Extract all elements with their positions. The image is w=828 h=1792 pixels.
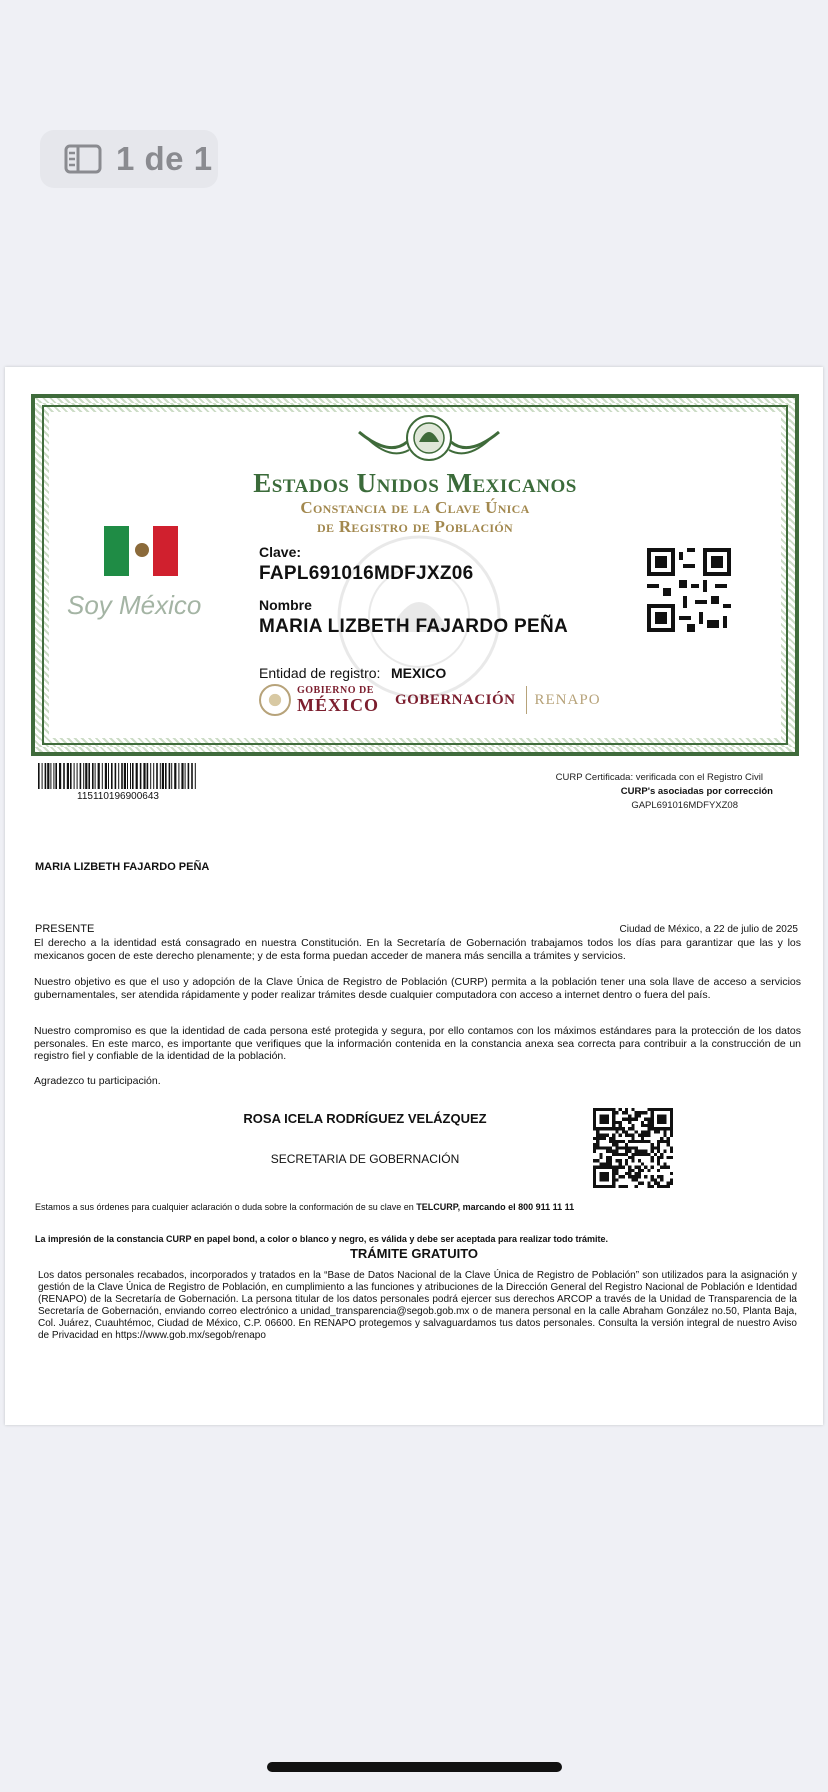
letter-presente: PRESENTE [35, 923, 95, 935]
renapo-logo: RENAPO [534, 691, 601, 708]
page-indicator-button[interactable] [40, 130, 218, 188]
barcode-number: 115110196900643 [77, 791, 159, 802]
gobernacion-logo: GOBERNACIÓN [395, 691, 516, 708]
barcode-icon [38, 763, 198, 793]
letter-paragraph-2: Nuestro objetivo es que el uso y adopción de la Clave Única de Registro de Población (CURP) permita a la población tener una sola llave de acceso a servicios gubernamentales, ser atendida rápidamente y poder realizar trámites desde cualquier computadora con acceso a internet dentro o fuera del país. [34, 976, 801, 1001]
letter-addressee: MARIA LIZBETH FAJARDO PEÑA [35, 861, 210, 873]
certificate-subtitle-line1: Constancia de la Clave Única [300, 498, 530, 517]
letter-paragraph-4: Agradezco tu participación. [34, 1075, 161, 1087]
curp-asociadas-label: CURP's asociadas por corrección [620, 786, 773, 797]
impresion-notice: La impresión de la constancia CURP en papel bond, a color o blanco y negro, es válida y debe ser aceptada para realizar todo trámite. [35, 1234, 609, 1244]
letter-paragraph-1: El derecho a la identidad está consagrado en nuestra Constitución. En la Secretaría de Gobernación trabajamos todos los días para garantizar que las y los mexicanos gocen de este derecho plenamente; y de esta forma puedan acceder de manera más sencilla a trámites y servicios. [34, 937, 801, 962]
nombre-value: MARIA LIZBETH FAJARDO PEÑA [259, 616, 568, 637]
entidad-label: Entidad de registro: [259, 665, 381, 681]
certificate-subtitle-line2: de Registro de Población [317, 517, 513, 536]
page-indicator-label: 1 de 1 [116, 140, 213, 177]
mexico-flag-icon [104, 526, 178, 576]
signer-title: SECRETARIA DE GOBERNACIÓN [270, 1152, 460, 1166]
curp-certificada-text: CURP Certificada: verificada con el Registro Civil [555, 772, 763, 783]
gobierno-de-mexico-logo: GOBIERNO DE MÉXICO [297, 685, 379, 715]
nombre-label: Nombre [259, 597, 312, 613]
document-page[interactable] [5, 367, 823, 1425]
clave-label: Clave: [259, 544, 302, 560]
entidad-value: MEXICO [391, 665, 447, 681]
certificate-title: Estados Unidos Mexicanos [253, 468, 577, 498]
signer-name: ROSA ICELA RODRÍGUEZ VELÁZQUEZ [243, 1111, 487, 1126]
curp-asociadas-value: GAPL691016MDFYXZ08 [631, 800, 738, 811]
letter-date: Ciudad de México, a 22 de julio de 2025 [619, 924, 798, 935]
clave-value: FAPL691016MDFJXZ06 [259, 563, 474, 584]
letter-paragraph-3: Nuestro compromiso es que la identidad de cada persona esté protegida y segura, por ello contamos con los máximos estándares para la protección de los datos personales. En este marco, es importante que verifiques que la información contenida en la constancia anexa sea correcta para contribuir a la construcción de un registro fiel y confiable de la identidad de la población. [34, 1025, 801, 1062]
privacy-notice: Los datos personales recabados, incorporados y tratados en la “Base de Datos Nacional de la Clave Única de Registro de Población” son utilizados para la asignación y gestión de la Clave Única de Registro de Población, en cumplimiento a las funciones y atribuciones de la Dirección General del Registro Nacional de Población e Identidad (RENAPO) de la Secretaría de Gobernación. La persona titular de los datos personales podrá ejercer sus derechos ARCOP a través de la Unidad de Transparencia de la Secretaría de Gobernación, enviando correo electrónico a unidad_transparencia@segob.gob.mx o de manera personal en la calle Abraham González no.50, Planta Baja, Col. Juárez, Cuauhtémoc, Ciudad de México, C.P. 06600. En RENAPO protegemos y salvaguardamos tus datos personales. Consulta la versión integral de nuestro Aviso de Privacidad en https://www.gob.mx/segob/renapo [38, 1270, 797, 1341]
soy-mexico-text: Soy México [67, 590, 202, 620]
sidebar-icon [64, 144, 102, 174]
national-emblem-icon [349, 412, 509, 466]
qr-code-2-icon [593, 1108, 673, 1188]
government-logos [259, 682, 601, 718]
tramite-gratuito-heading: TRÁMITE GRATUITO [349, 1246, 479, 1261]
government-seal-icon [259, 684, 291, 716]
qr-code-icon [647, 548, 731, 632]
home-indicator[interactable] [267, 1762, 562, 1772]
curp-certificate [31, 394, 799, 756]
telcurp-contact-text: Estamos a sus órdenes para cualquier aclaración o duda sobre la conformación de su clave en TELCURP, marcando el 800 911 11 11 [35, 1202, 575, 1212]
